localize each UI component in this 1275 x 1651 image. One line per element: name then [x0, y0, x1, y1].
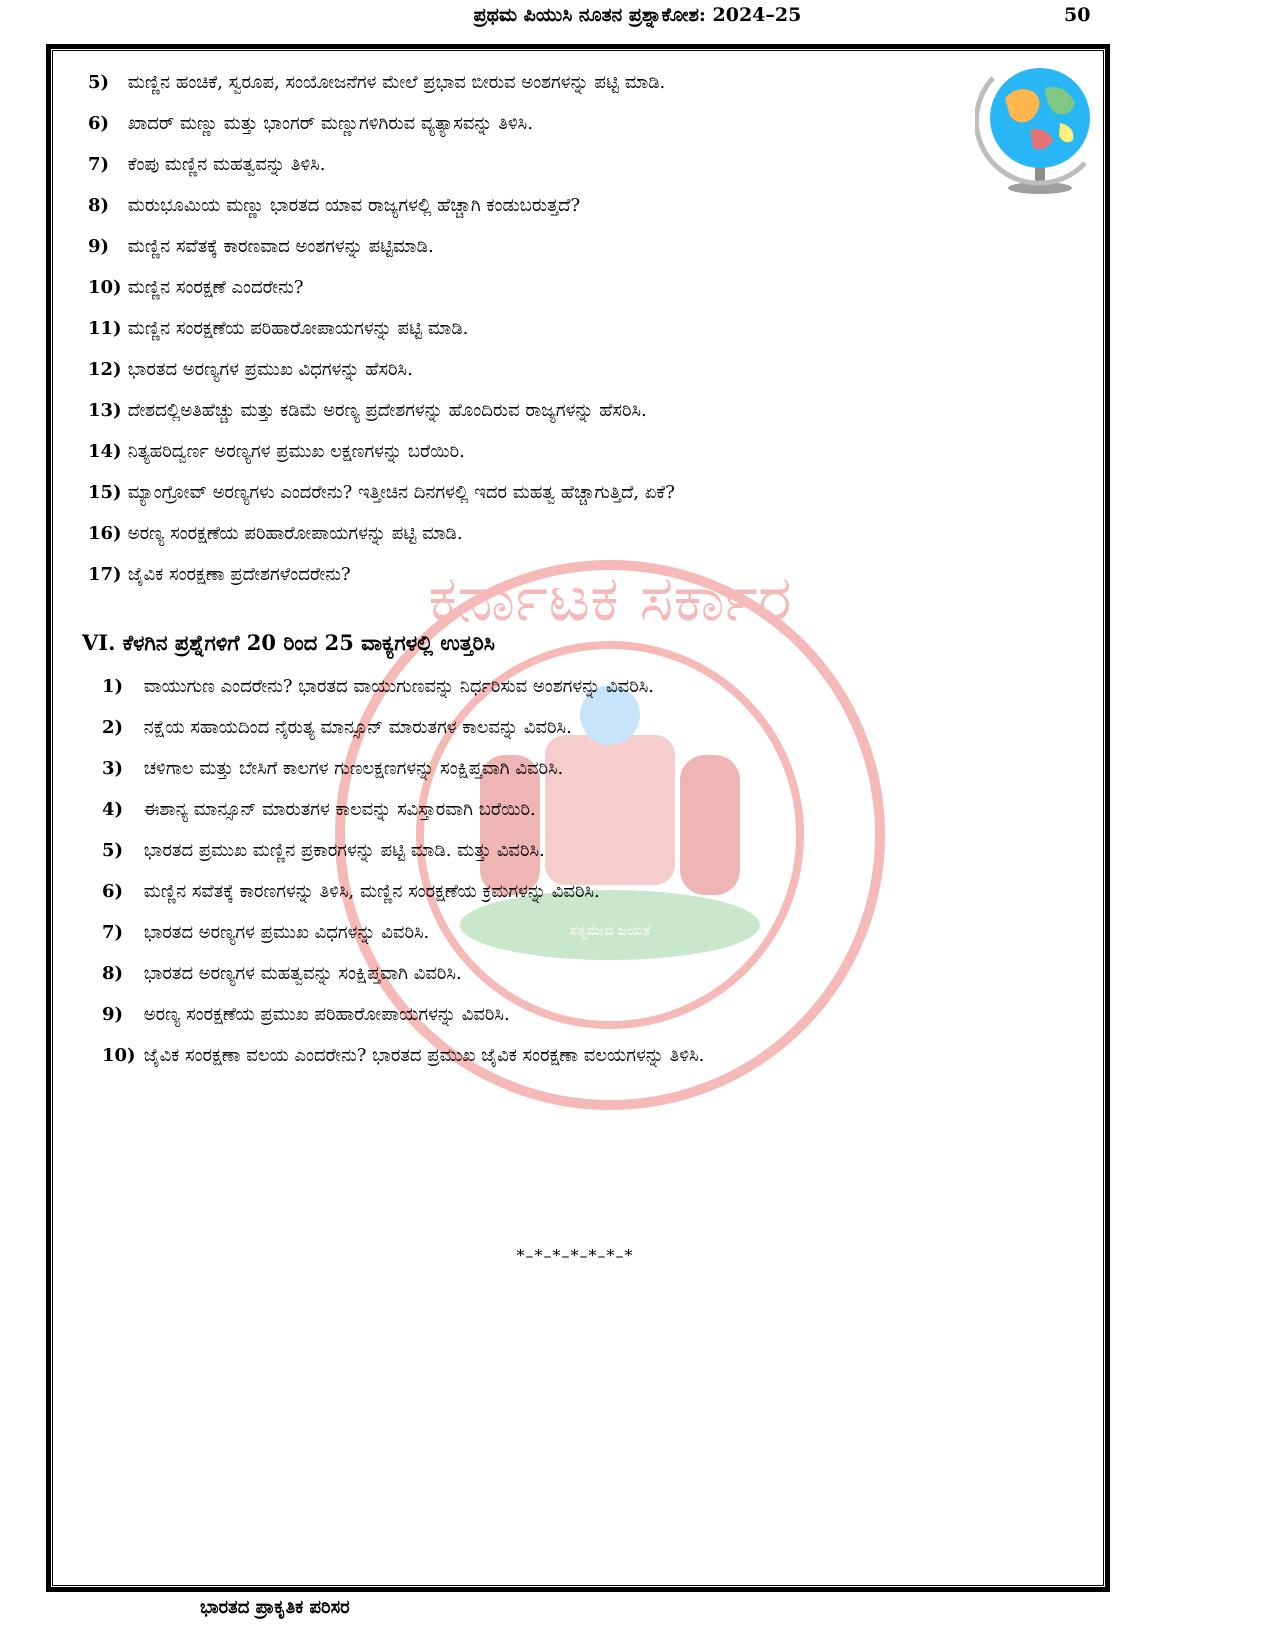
question-number: 1): [102, 676, 124, 697]
question-text: ಭಾರತದ ಅರಣ್ಯಗಳ ಪ್ರಮುಖ ವಿಧಗಳನ್ನು ವಿವರಿಸಿ.: [143, 922, 430, 943]
globe-icon: [975, 58, 1105, 198]
question-text: ಭಾರತದ ಅರಣ್ಯಗಳ ಮಹತ್ವವನ್ನು ಸಂಕ್ಷಿಪ್ತವಾಗಿ ವಿವರಿಸಿ.: [143, 963, 462, 984]
watermark-ring-text: ಕರ್ನಾಟಕ ಸರ್ಕಾರ: [428, 562, 792, 636]
question-item: [102, 1004, 704, 1045]
long-question-list: [102, 676, 704, 1086]
page-number: 50: [1064, 4, 1091, 26]
question-text: ಮರುಭೂಮಿಯ ಮಣ್ಣು ಭಾರತದ ಯಾವ ರಾಜ್ಯಗಳಲ್ಲಿ ಹೆಚ್ಚಾಗಿ ಕಂಡುಬರುತ್ತದೆ?: [127, 195, 581, 216]
question-number: 9): [102, 1004, 124, 1025]
question-number: 12): [88, 359, 122, 380]
question-text: ವಾಯುಗುಣ ಎಂದರೇನು? ಭಾರತದ ವಾಯುಗುಣವನ್ನು ನಿರ್ಧರಿಸುವ ಅಂಶಗಳನ್ನು ವಿವರಿಸಿ.: [143, 676, 654, 697]
question-number: 17): [88, 564, 122, 585]
question-item: [88, 113, 675, 154]
section-heading: VI. ಕೆಳಗಿನ ಪ್ರಶ್ನೆಗಳಿಗೆ 20 ರಿಂದ 25 ವಾಕ್ಯಗಳಲ್ಲಿ ಉತ್ತರಿಸಿ: [82, 630, 495, 655]
question-number: 16): [88, 523, 122, 544]
question-item: [88, 564, 675, 605]
question-text: ಭಾರತದ ಪ್ರಮುಖ ಮಣ್ಣಿನ ಪ್ರಕಾರಗಳನ್ನು ಪಟ್ಟಿ ಮಾಡಿ. ಮತ್ತು ವಿವರಿಸಿ.: [143, 840, 545, 861]
question-item: [88, 72, 675, 113]
question-number: 10): [88, 277, 122, 298]
question-item: [88, 359, 675, 400]
question-number: 7): [102, 922, 124, 943]
question-item: [88, 523, 675, 564]
question-number: 3): [102, 758, 124, 779]
question-text: ಈಶಾನ್ಯ ಮಾನ್ಸೂನ್ ಮಾರುತಗಳ ಕಾಲವನ್ನು ಸವಿಸ್ತಾರವಾಗಿ ಬರೆಯಿರಿ.: [143, 799, 536, 820]
question-item: [88, 154, 675, 195]
question-text: ಮಣ್ಣಿನ ಸವೆತಕ್ಕೆ ಕಾರಣವಾದ ಅಂಶಗಳನ್ನು ಪಟ್ಟಿಮಾಡಿ.: [127, 236, 434, 257]
question-text: ಕೆಂಪು ಮಣ್ಣಿನ ಮಹತ್ವವನ್ನು ತಿಳಿಸಿ.: [127, 154, 326, 175]
question-number: 9): [88, 236, 110, 257]
question-number: 10): [102, 1045, 136, 1066]
question-item: [102, 1045, 704, 1086]
question-number: 6): [88, 113, 110, 134]
question-text: ಮಣ್ಣಿನ ಸಂರಕ್ಷಣೆಯ ಪರಿಹಾರೋಪಾಯಗಳನ್ನು ಪಟ್ಟಿ ಮಾಡಿ.: [127, 318, 469, 339]
question-number: 11): [88, 318, 122, 339]
question-text: ಜೈವಿಕ ಸಂರಕ್ಷಣಾ ವಲಯ ಎಂದರೇನು? ಭಾರತದ ಪ್ರಮುಖ ಜೈವಿಕ ಸಂರಕ್ಷಣಾ ವಲಯಗಳನ್ನು ತಿಳಿಸಿ.: [143, 1045, 705, 1066]
question-text: ಅರಣ್ಯ ಸಂರಕ್ಷಣೆಯ ಪ್ರಮುಖ ಪರಿಹಾರೋಪಾಯಗಳನ್ನು ವಿವರಿಸಿ.: [143, 1004, 510, 1025]
question-item: [102, 922, 704, 963]
page-header-title: ಪ್ರಥಮ ಪಿಯುಸಿ ನೂತನ ಪ್ರಶ್ನಾಕೋಶ: 2024–25: [473, 4, 802, 26]
footer-text: ಭಾರತದ ಪ್ರಾಕೃತಿಕ ಪರಿಸರ: [200, 1597, 350, 1618]
question-item: [88, 400, 675, 441]
short-question-list: [88, 72, 675, 605]
question-item: [102, 840, 704, 881]
question-item: [88, 195, 675, 236]
question-item: [88, 236, 675, 277]
question-number: 14): [88, 441, 122, 462]
question-number: 4): [102, 799, 124, 820]
question-item: [88, 482, 675, 523]
question-number: 2): [102, 717, 124, 738]
question-text: ಚಳಿಗಾಲ ಮತ್ತು ಬೇಸಿಗೆ ಕಾಲಗಳ ಗುಣಲಕ್ಷಣಗಳನ್ನು ಸಂಕ್ಷಿಪ್ತವಾಗಿ ವಿವರಿಸಿ.: [143, 758, 564, 779]
question-item: [102, 963, 704, 1004]
question-number: 15): [88, 482, 122, 503]
question-number: 5): [88, 72, 110, 93]
question-text: ಮಣ್ಣಿನ ಸವೆತಕ್ಕೆ ಕಾರಣಗಳನ್ನು ತಿಳಿಸಿ, ಮಣ್ಣಿನ ಸಂರಕ್ಷಣೆಯ ಕ್ರಮಗಳನ್ನು ವಿವರಿಸಿ.: [143, 881, 600, 902]
question-text: ನಕ್ಷೆಯ ಸಹಾಯದಿಂದ ನೈರುತ್ಯ ಮಾನ್ಸೂನ್ ಮಾರುತಗಳ ಕಾಲವನ್ನು ವಿವರಿಸಿ.: [143, 717, 572, 738]
question-text: ದೇಶದಲ್ಲಿಅತಿಹೆಚ್ಚು ಮತ್ತು ಕಡಿಮೆ ಅರಣ್ಯ ಪ್ರದೇಶಗಳನ್ನು ಹೊಂದಿರುವ ರಾಜ್ಯಗಳನ್ನು ಹೆಸರಿಸಿ.: [127, 400, 647, 421]
question-number: 7): [88, 154, 110, 175]
question-number: 13): [88, 400, 122, 421]
question-text: ಮ್ಯಾಂಗ್ರೋವ್ ಅರಣ್ಯಗಳು ಎಂದರೇನು? ಇತ್ತೀಚಿನ ದಿನಗಳಲ್ಲಿ ಇದರ ಮಹತ್ವ ಹೆಚ್ಚಾಗುತ್ತಿದೆ, ಏಕೆ?: [127, 482, 675, 503]
question-item: [88, 441, 675, 482]
question-number: 8): [88, 195, 110, 216]
question-item: [102, 676, 704, 717]
question-text: ನಿತ್ಯಹರಿದ್ವರ್ಣ ಅರಣ್ಯಗಳ ಪ್ರಮುಖ ಲಕ್ಷಣಗಳನ್ನು ಬರೆಯಿರಿ.: [127, 441, 465, 462]
question-item: [88, 318, 675, 359]
question-text: ಖಾದರ್ ಮಣ್ಣು ಮತ್ತು ಭಾಂಗರ್ ಮಣ್ಣುಗಳಿಗಿರುವ ವ್ಯತ್ಯಾಸವನ್ನು ತಿಳಿಸಿ.: [127, 113, 533, 134]
question-item: [88, 277, 675, 318]
question-text: ಭಾರತದ ಅರಣ್ಯಗಳ ಪ್ರಮುಖ ವಿಧಗಳನ್ನು ಹೆಸರಿಸಿ.: [127, 359, 413, 380]
question-number: 5): [102, 840, 124, 861]
question-item: [102, 799, 704, 840]
question-text: ಮಣ್ಣಿನ ಹಂಚಿಕೆ, ಸ್ವರೂಪ, ಸಂಯೋಜನೆಗಳ ಮೇಲೆ ಪ್ರಭಾವ ಬೀರುವ ಅಂಶಗಳನ್ನು ಪಟ್ಟಿ ಮಾಡಿ.: [127, 72, 666, 93]
question-text: ಮಣ್ಣಿನ ಸಂರಕ್ಷಣೆ ಎಂದರೇನು?: [127, 277, 304, 298]
end-marker: *–*–*–*–*–*–*: [516, 1246, 634, 1265]
watermark-motto: ಸತ್ಯಮೇವ ಜಯತೆ: [569, 923, 651, 939]
question-number: 6): [102, 881, 124, 902]
question-item: [102, 717, 704, 758]
question-number: 8): [102, 963, 124, 984]
question-item: [102, 881, 704, 922]
question-item: [102, 758, 704, 799]
question-text: ಅರಣ್ಯ ಸಂರಕ್ಷಣೆಯ ಪರಿಹಾರೋಪಾಯಗಳನ್ನು ಪಟ್ಟಿ ಮಾಡಿ.: [127, 523, 463, 544]
question-text: ಜೈವಿಕ ಸಂರಕ್ಷಣಾ ಪ್ರದೇಶಗಳೆಂದರೇನು?: [127, 564, 351, 585]
